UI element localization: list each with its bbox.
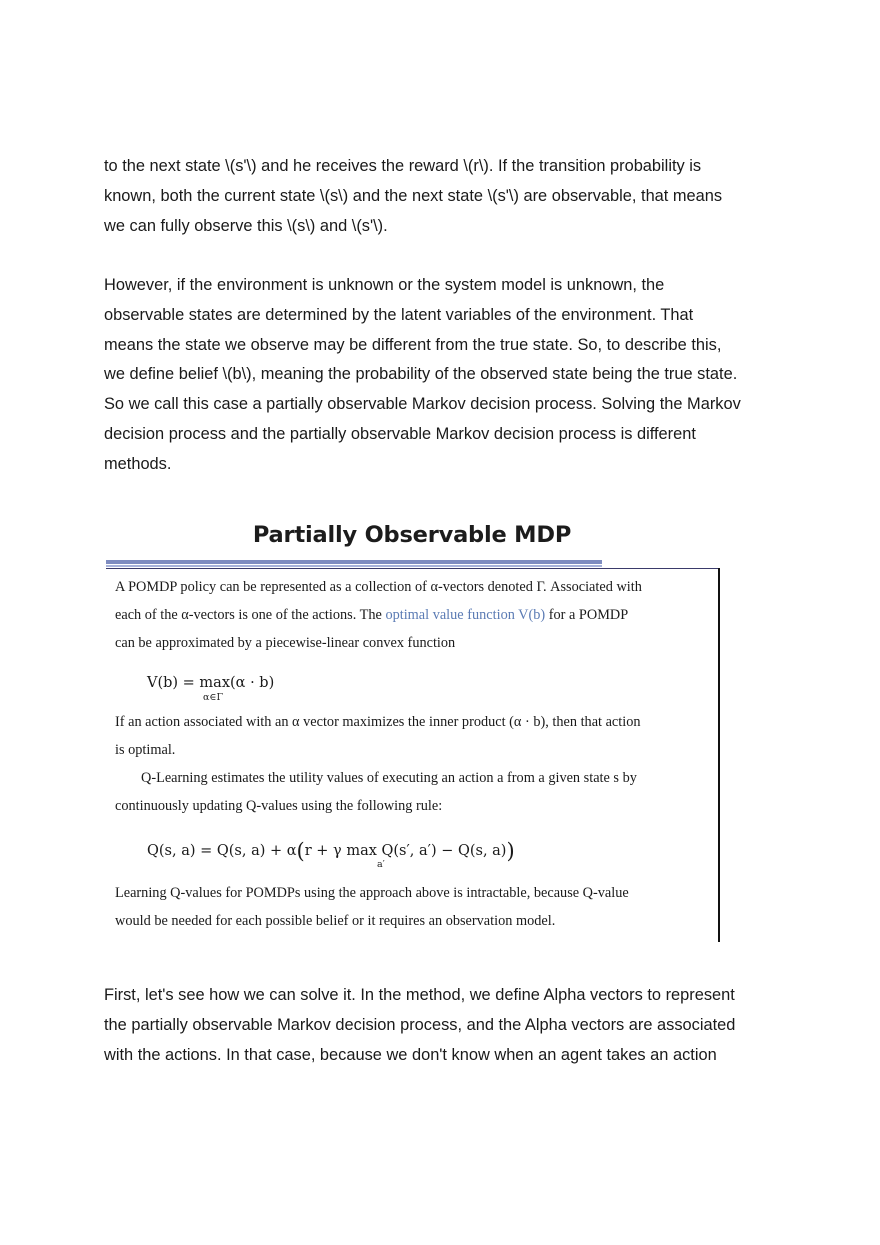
equation-subscript: a′ [377,859,385,870]
title-underline [106,560,602,564]
paragraph-belief [104,271,804,480]
slide-title: Partially Observable MDP [252,522,572,548]
text-line: known, both the current state \(s\) and the next state \(s'\) are observable, that means [104,186,723,205]
slide-text: for a POMDP [545,607,629,623]
title-underline-light [106,565,602,567]
slide-line: continuously updating Q-values using the following rule: [115,798,443,814]
text-line: observable states are determined by the latent variables of the environment. That [104,305,694,324]
slide-line [115,607,628,624]
text-line: methods. [104,454,172,473]
equation-text: Q(s, a) = Q(s, a) + α [147,843,297,859]
close-paren: ) [506,839,515,863]
text-line: we define belief \(b\), meaning the probability of the observed state being the true state. [104,365,738,384]
text-line: means the state we observe may be different from the true state. So, to describe this, [104,335,722,354]
text-line: However, if the environment is unknown or the system model is unknown, the [104,276,665,294]
slide-text: each of the α-vectors is one of the actions. The [115,607,386,623]
slide-line: would be needed for each possible belief or it requires an observation model. [115,913,556,929]
text-line: decision process and the partially observable Markov decision process is different [104,424,696,443]
paragraph-transition [104,152,804,241]
text-line: So we call this case a partially observable Markov decision process. Solving the Markov [104,395,741,414]
q-learning-equation [147,841,515,862]
frame-right-border [718,568,720,942]
frame-top-border [106,568,720,569]
optimal-value-function-link[interactable]: optimal value function V(b) [385,607,546,623]
text-line: we can fully observe this \(s\) and \(s'\). [104,216,388,235]
equation-text: r + γ max Q(s′, a′) − Q(s, a) [304,843,507,859]
value-function-equation: V(b) = max(α · b) [147,675,275,691]
paragraph-alpha-vectors [104,981,804,1070]
equation-subscript: α∈Γ [203,692,224,703]
slide-line: If an action associated with an α vector maximizes the inner product (α · b), then that action [115,714,641,730]
slide-line: is optimal. [115,742,176,758]
text-line: the partially observable Markov decision process, and the Alpha vectors are associated [104,1015,736,1034]
slide-line: A POMDP policy can be represented as a collection of α-vectors denoted Γ. Associated with [115,579,642,595]
slide-line: can be approximated by a piecewise-linear convex function [115,635,456,651]
text-line: with the actions. In that case, because we don't know when an agent takes an action [104,1045,717,1064]
slide-line: Q-Learning estimates the utility values of executing an action a from a given state s by [141,770,637,786]
text-line: First, let's see how we can solve it. In the method, we define Alpha vectors to represent [104,986,735,1004]
open-paren: ( [296,839,305,863]
text-line: to the next state \(s'\) and he receives the reward \(r\). If the transition probability is [104,157,702,175]
slide-line: Learning Q-values for POMDPs using the approach above is intractable, because Q-value [115,885,629,901]
